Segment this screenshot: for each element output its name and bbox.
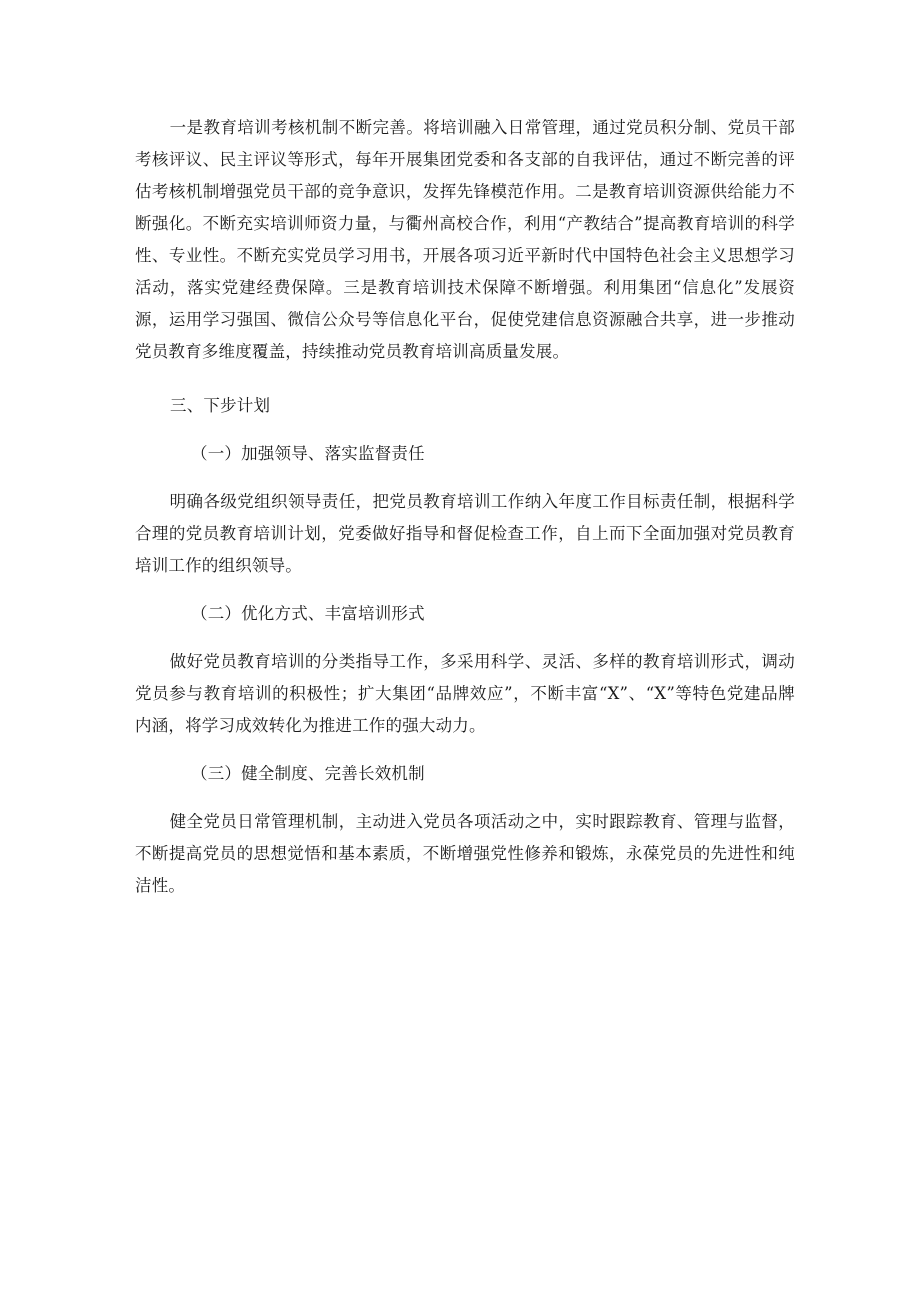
subsection-body-1: 明确各级党组织领导责任，把党员教育培训工作纳入年度工作目标责任制，根据科学合理的党员教育培训计划，党委做好指导和督促检查工作，自上而下全面加强对党员教育培训工作的组织领导。 (135, 492, 795, 575)
subsection-body-3: 健全党员日常管理机制，主动进入党员各项活动之中，实时跟踪教育、管理与监督，不断提高党员的思想觉悟和基本素质，不断增强党性修养和锻炼，永葆党员的先进性和纯洁性。 (135, 812, 795, 895)
subsection-body-2: 做好党员教育培训的分类指导工作，多采用科学、灵活、多样的教育培训形式，调动党员参与教育培训的积极性；扩大集团“品牌效应”，不断丰富“X”、“X”等特色党建品牌内涵，将学习成效转化为推进工作的强大动力。 (135, 652, 795, 735)
section-heading-next-steps: 三、下步计划 (170, 396, 271, 415)
subsection-heading-1: （一）加强领导、落实监督责任 (191, 444, 425, 463)
subsection-heading-2: （二）优化方式、丰富培训形式 (191, 604, 425, 623)
intro-paragraph: 一是教育培训考核机制不断完善。将培训融入日常管理，通过党员积分制、党员干部考核评议、民主评议等形式，每年开展集团党委和各支部的自我评估，通过不断完善的评估考核机制增强党员干部的竞争意识，发挥先锋模范作用。二是教育培训资源供给能力不断强化。不断充实培训师资力量，与衢州高校合作，利用“产教结合”提高教育培训的科学性、专业性。不断充实党员学习用书，开展各项习近平新时代中国特色社会主义思想学习活动，落实党建经费保障。三是教育培训技术保障不断增强。利用集团“信息化”发展资源，运用学习强国、微信公众号等信息化平台，促使党建信息资源融合共享，进一步推动党员教育多维度覆盖，持续推动党员教育培训高质量发展。 (135, 118, 795, 361)
document-body (135, 112, 795, 902)
subsection-heading-3: （三）健全制度、完善长效机制 (191, 764, 425, 783)
